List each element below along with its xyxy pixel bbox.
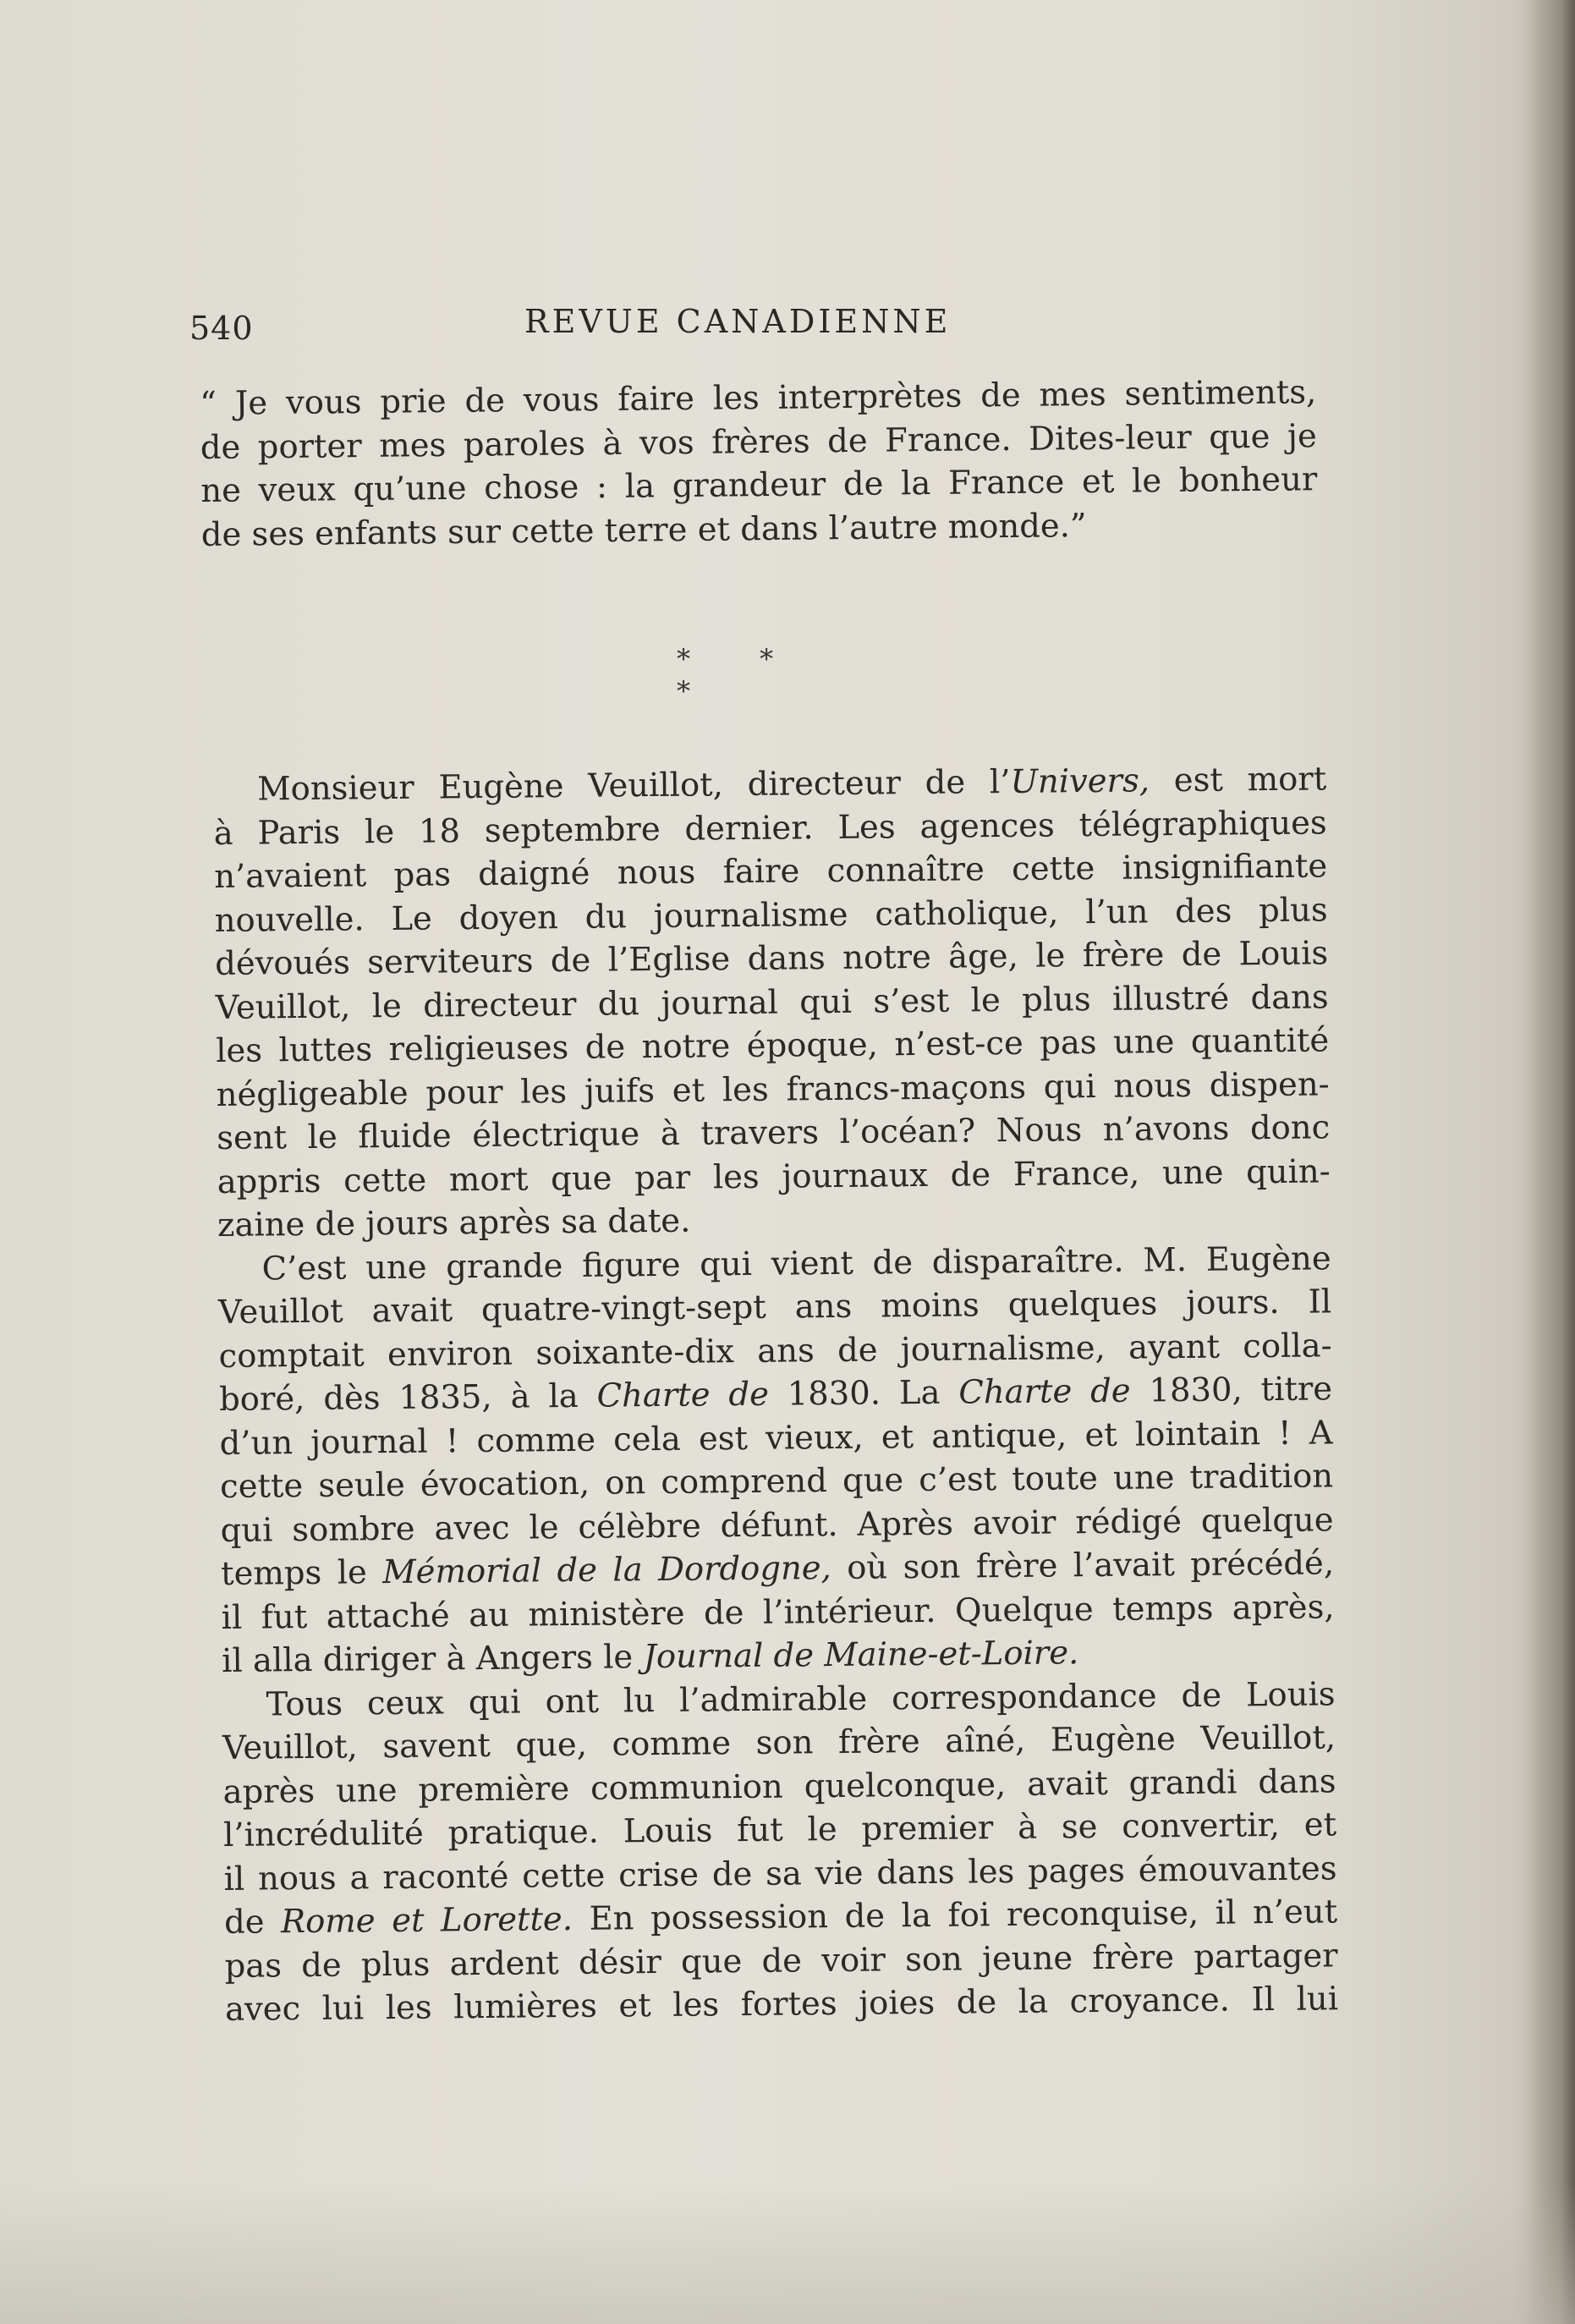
page-number: 540	[189, 310, 254, 347]
paragraph-line: Veuillot, le directeur du journal qui s’est le plus illustré dans	[215, 977, 1329, 1027]
paragraph-line: Tous ceux qui ont lu l’admirable correspondance de Louis	[266, 1674, 1336, 1723]
paragraph-line: boré, dès 1835, à la Charte de 1830. La Charte de 1830, titre	[218, 1370, 1333, 1419]
paragraph-line: d’un journal ! comme cela est vieux, et antique, et lointain ! A	[219, 1413, 1333, 1463]
quote-line: ne veux qu’une chose : la grandeur de la France et le bonheur	[200, 460, 1318, 510]
italic-title: Univers,	[1010, 761, 1150, 801]
paragraph-line: les luttes religieuses de notre époque, n’est-ce pas une quantité	[215, 1021, 1330, 1070]
paragraph-line: n’avaient pas daigné nous faire connaître cette insignifiante	[214, 847, 1328, 896]
article-body	[213, 757, 1338, 2031]
paragraph-line: avec lui les lumières et les fortes joies de la croyance. Il lui	[224, 1980, 1339, 2029]
paragraph-line: à Paris le 18 septembre dernier. Les agences télégraphiques	[213, 803, 1327, 853]
paragraph-line: il nous a raconté cette crise de sa vie dans les pages émouvantes	[223, 1849, 1337, 1898]
quote-line: de ses enfants sur cette terre et dans l’autre monde.”	[200, 506, 1087, 554]
paragraph-line: Veuillot avait quatre-vingt-sept ans moins quelques jours. Il	[217, 1283, 1332, 1332]
paragraph-line: temps le Mémorial de la Dordogne, où son frère l’avait précédé,	[220, 1544, 1335, 1593]
paragraph-line: Veuillot, savent que, comme son frère aîné, Eugène Veuillot,	[222, 1718, 1336, 1767]
paragraph-line: il alla diriger à Angers le Journal de Maine-et-Loire.	[221, 1634, 1079, 1680]
paragraph-line: appris cette mort que par les journaux de France, une quin-	[217, 1151, 1331, 1201]
quotation-block	[200, 371, 1318, 557]
italic-title: Rome et Lorette.	[280, 1899, 573, 1942]
paragraph-line: qui sombre avec le célèbre défunt. Après avoir rédigé quelque	[220, 1500, 1334, 1550]
paragraph-line: sent le fluide électrique à travers l’océan? Nous n’avons donc	[216, 1108, 1331, 1157]
quote-line: “ Je vous prie de vous faire les interprètes de mes sentiments,	[200, 373, 1317, 423]
quote-line: de porter mes paroles à vos frères de France. Dites-leur que je	[200, 416, 1317, 467]
italic-title: Charte de	[958, 1371, 1131, 1412]
paragraph-line: pas de plus ardent désir que de voir son jeune frère partager	[224, 1936, 1338, 1986]
section-separator: * * *	[677, 643, 804, 707]
paragraph-line: l’incrédulité pratique. Louis fut le premier à se convertir, et	[222, 1805, 1337, 1854]
page-header	[189, 303, 1306, 354]
paragraph-line: négligeable pour les juifs et les francs-maçons qui nous dispen-	[216, 1064, 1330, 1114]
paragraph-line: dévoués serviteurs de l’Eglise dans notre âge, le frère de Louis	[215, 934, 1329, 983]
paragraph-line: zaine de jours après sa date.	[217, 1201, 691, 1244]
paragraph-line: cette seule évocation, on comprend que c’est toute une tradition	[219, 1457, 1334, 1506]
paragraph-line: il fut attaché au ministère de l’intérieur. Quelque temps après,	[221, 1587, 1335, 1637]
paragraph-line: Monsieur Eugène Veuillot, directeur de l’Univers, est mort	[257, 760, 1327, 809]
paragraph-line: nouvelle. Le doyen du journalisme catholique, l’un des plus	[214, 890, 1328, 940]
paragraph-line: après une première communion quelconque, avait grandi dans	[222, 1761, 1336, 1811]
page-bottom-shade	[0, 2180, 1575, 2324]
page-edge-shadow	[1524, 0, 1575, 2324]
paragraph-line: C’est une grande figure qui vient de disparaître. M. Eugène	[261, 1239, 1331, 1288]
paragraph-line: de Rome et Lorette. En possession de la foi reconquise, il n’eut	[223, 1893, 1338, 1942]
italic-title: Charte de	[596, 1375, 770, 1415]
italic-title: Mémorial de la Dordogne,	[382, 1549, 832, 1592]
paragraph-line: comptait environ soixante-dix ans de journalisme, ayant colla-	[218, 1326, 1332, 1376]
running-title: REVUE CANADIENNE	[524, 303, 952, 340]
italic-title: Journal de Maine-et-Loire.	[643, 1634, 1079, 1677]
